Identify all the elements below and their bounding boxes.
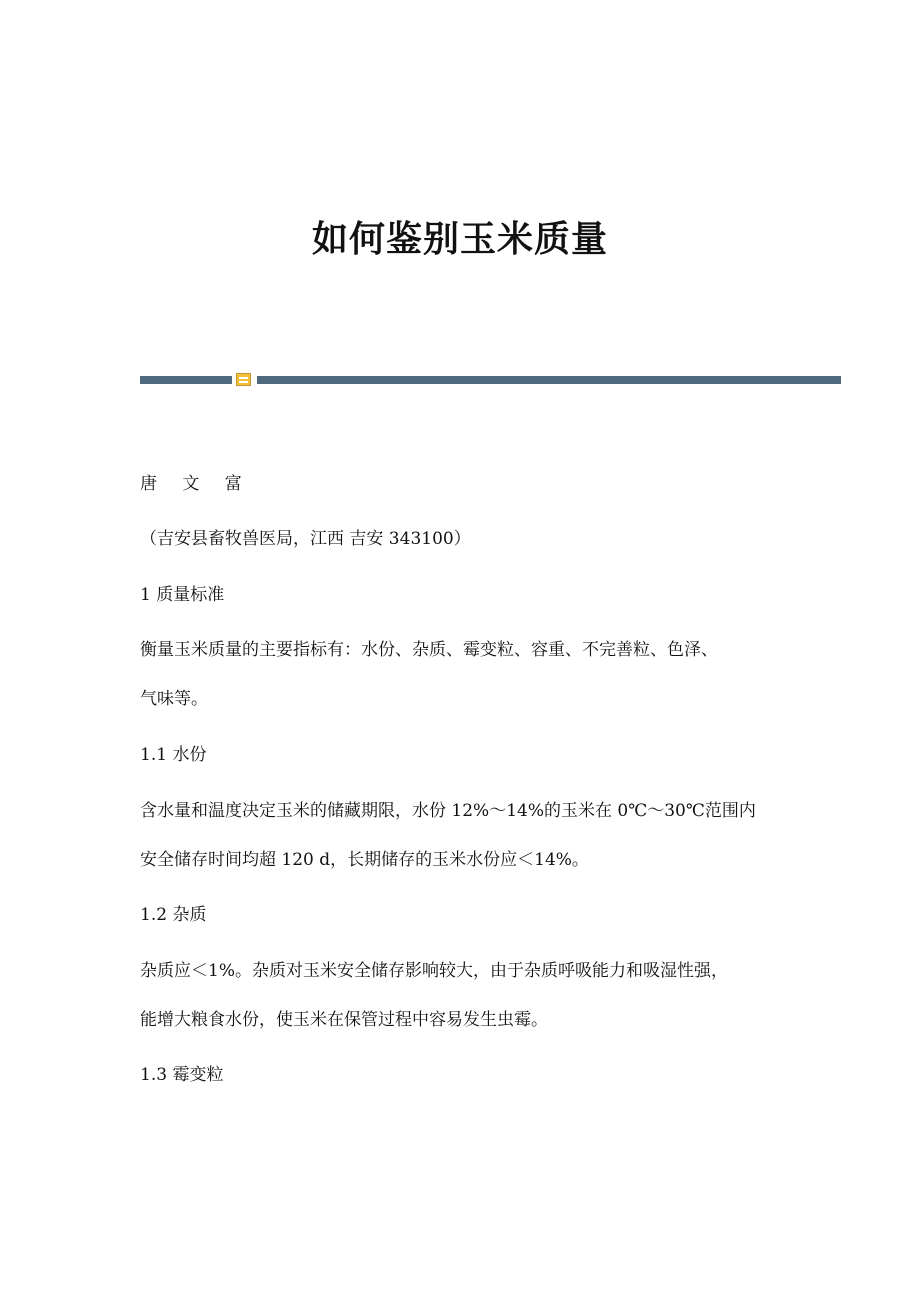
- section-heading: 1.1 水份: [140, 745, 207, 765]
- section-heading: 1.2 杂质: [140, 905, 207, 925]
- paragraph-line: 安全储存时间均超 120 d，长期储存的玉米水份应＜14%。: [140, 850, 589, 870]
- paragraph-line: 杂质应＜1%。杂质对玉米安全储存影响较大，由于杂质呼吸能力和吸湿性强，: [140, 961, 728, 981]
- author-affiliation: （吉安县畜牧兽医局，江西 吉安 343100）: [140, 529, 471, 549]
- paragraph-line: 气味等。: [140, 689, 208, 709]
- paragraph-line: 能增大粮食水份，使玉米在保管过程中容易发生虫霉。: [140, 1010, 548, 1030]
- title-divider: [140, 373, 841, 387]
- divider-bar-left: [140, 376, 232, 384]
- author-name: 唐 文 富: [140, 474, 252, 494]
- document-title: 如何鉴别玉米质量: [311, 218, 608, 260]
- divider-bar-right: [257, 376, 841, 384]
- section-heading: 1 质量标准: [140, 585, 225, 605]
- section-heading: 1.3 霉变粒: [140, 1065, 224, 1085]
- paragraph-line: 含水量和温度决定玉米的储藏期限，水份 12%～14%的玉米在 0℃～30℃范围内: [140, 801, 756, 821]
- paragraph-line: 衡量玉米质量的主要指标有：水份、杂质、霉变粒、容重、不完善粒、色泽、: [140, 640, 718, 660]
- divider-ornament-icon: [236, 373, 251, 386]
